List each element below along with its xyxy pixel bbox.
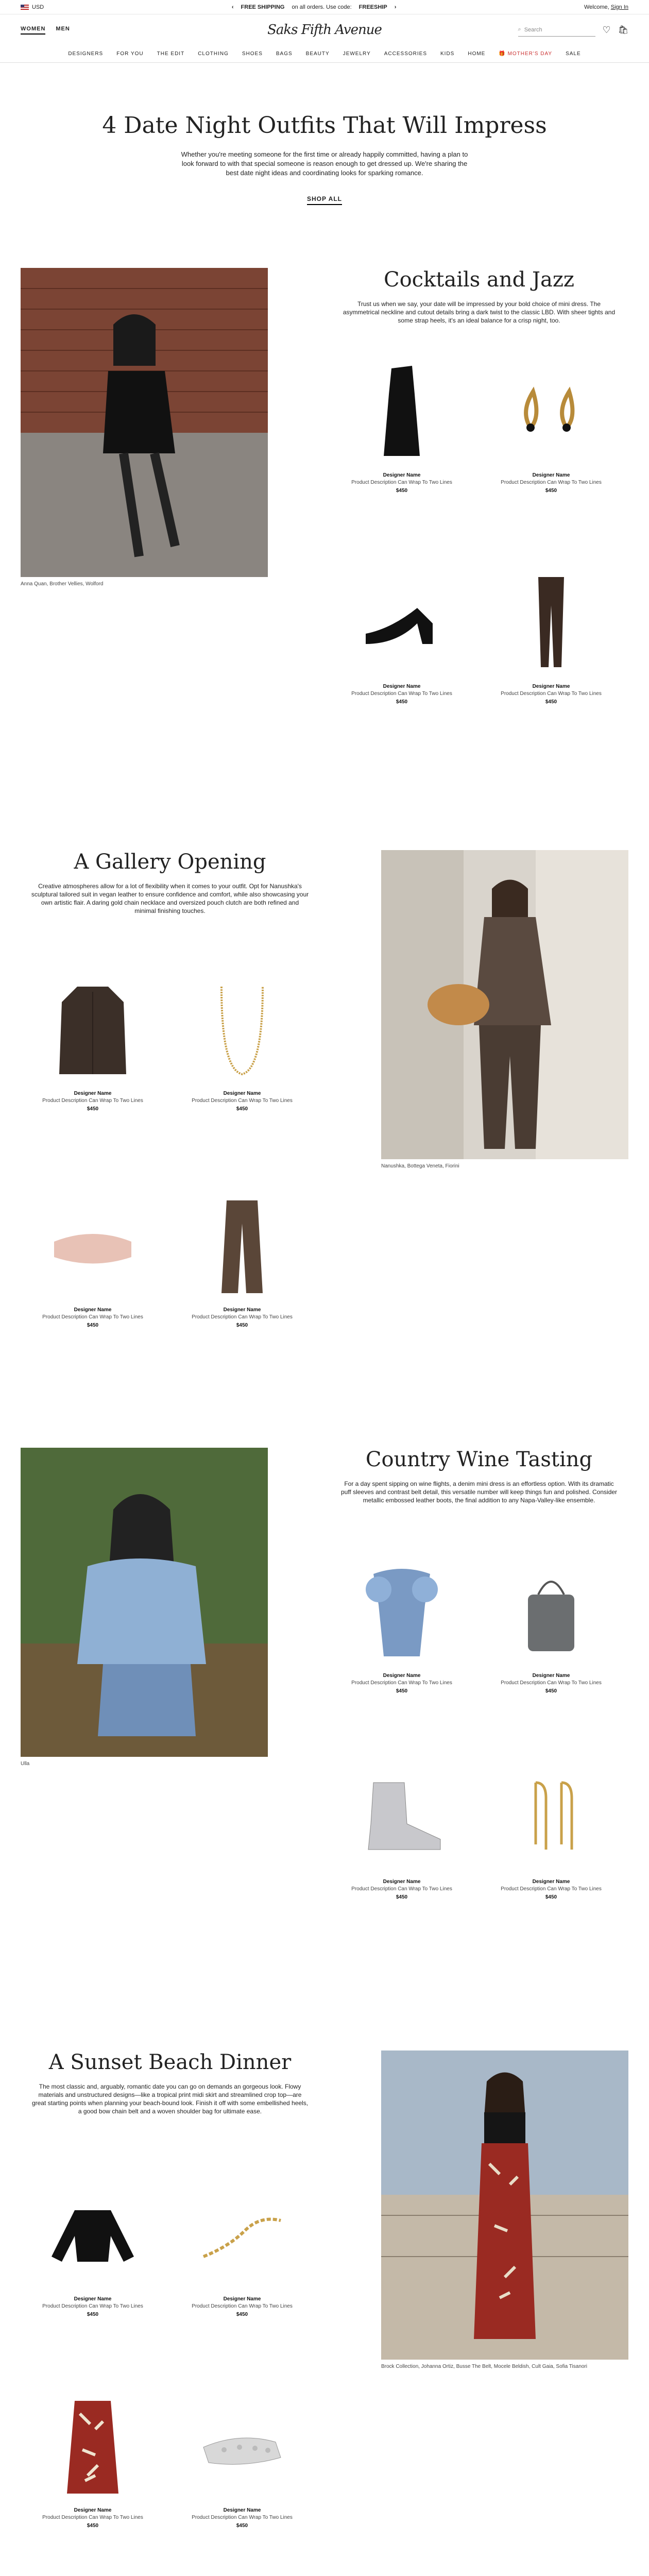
shopping-bag-icon[interactable]: 🛍 bbox=[618, 26, 628, 35]
promo-bar bbox=[0, 0, 649, 14]
product-description: Product Description Can Wrap To Two Lines bbox=[42, 1314, 143, 1320]
product-card[interactable] bbox=[41, 2184, 144, 2318]
page-title: 4 Date Night Outfits That Will Impress bbox=[102, 112, 547, 139]
product-price: $450 bbox=[87, 1106, 99, 1112]
product-description: Product Description Can Wrap To Two Lines bbox=[351, 1886, 452, 1892]
hero-image-cocktails[interactable] bbox=[21, 268, 268, 587]
section-title: Cocktails and Jazz bbox=[383, 268, 575, 292]
us-flag-icon bbox=[21, 5, 29, 10]
product-designer: Designer Name bbox=[532, 1879, 570, 1885]
product-card[interactable] bbox=[350, 361, 453, 495]
product-card[interactable] bbox=[191, 1195, 294, 1329]
product-price: $450 bbox=[545, 699, 557, 705]
nav-jewelry[interactable]: JEWELRY bbox=[343, 51, 371, 57]
section-text: The most classic and, arguably, romantic date you can go on demands an gorgeous look. Flowy materials and unstructured designs—like a tropical print midi skirt and streamlined crop top—are great starting points when planning your beach-bound look. Finish it off with some embellished heels, a good bow chain belt and a woven shoulder bag for ultimate ease. bbox=[31, 2083, 309, 2115]
product-card[interactable] bbox=[191, 2184, 294, 2318]
product-designer: Designer Name bbox=[74, 1091, 112, 1096]
product-price: $450 bbox=[545, 488, 557, 494]
nav-home[interactable]: HOME bbox=[468, 51, 486, 57]
product-price: $450 bbox=[396, 488, 408, 494]
currency-selector[interactable]: USD bbox=[21, 4, 44, 10]
model-illustration bbox=[381, 2050, 628, 2360]
nav-shoes[interactable]: SHOES bbox=[242, 51, 263, 57]
gift-icon: 🎁 bbox=[499, 51, 506, 57]
product-price: $450 bbox=[236, 2312, 248, 2317]
section-text: For a day spent sipping on wine flights, a denim mini dress is an effortless option. With its dramatic puff sleeves and contrast belt detail, this versatile number will keep things fun and polished. Consider metallic embossed leather boots, the final addition to any Napa-Valley-like ensemble. bbox=[340, 1480, 618, 1504]
product-designer: Designer Name bbox=[223, 1091, 261, 1096]
product-card[interactable] bbox=[41, 1195, 144, 1329]
promo-code: FREESHIP bbox=[358, 4, 387, 10]
promo-bold: FREE SHIPPING bbox=[241, 4, 285, 10]
product-designer: Designer Name bbox=[383, 1673, 421, 1679]
product-description: Product Description Can Wrap To Two Lines bbox=[501, 1886, 602, 1892]
product-designer: Designer Name bbox=[74, 2507, 112, 2513]
model-illustration bbox=[21, 1448, 268, 1757]
product-description: Product Description Can Wrap To Two Lines bbox=[42, 2303, 143, 2309]
model-illustration bbox=[21, 268, 268, 577]
main-header bbox=[0, 14, 649, 45]
nav-mothers-day[interactable]: 🎁 MOTHER'S DAY bbox=[499, 51, 553, 57]
sheer-tights-icon bbox=[505, 572, 597, 675]
product-price: $450 bbox=[87, 2523, 99, 2529]
shop-all-link[interactable]: SHOP ALL bbox=[307, 195, 342, 205]
product-price: $450 bbox=[545, 1894, 557, 1900]
product-designer: Designer Name bbox=[223, 2507, 261, 2513]
nav-beauty[interactable]: BEAUTY bbox=[305, 51, 330, 57]
product-card[interactable] bbox=[350, 572, 453, 706]
product-designer: Designer Name bbox=[383, 472, 421, 478]
saks-logo[interactable]: Saks Fifth Avenue bbox=[267, 22, 382, 38]
product-price: $450 bbox=[396, 699, 408, 705]
photo-caption: Nanushka, Bottega Veneta, Fiorini bbox=[381, 1163, 459, 1169]
product-price: $450 bbox=[396, 1894, 408, 1900]
product-designer: Designer Name bbox=[74, 1307, 112, 1313]
product-designer: Designer Name bbox=[532, 684, 570, 689]
product-card[interactable] bbox=[191, 2396, 294, 2530]
silver-boots-icon bbox=[355, 1767, 448, 1870]
product-card[interactable] bbox=[350, 1561, 453, 1695]
product-description: Product Description Can Wrap To Two Lines bbox=[192, 2303, 293, 2309]
black-heels-icon bbox=[355, 572, 448, 675]
gold-chain-belt-icon bbox=[196, 2184, 288, 2287]
section-text: Creative atmospheres allow for a lot of flexibility when it comes to your outfit. Opt for Nanushka's sculptural tailored suit in vegan leather to ensure confidence and comfort, while also showcasing your own artistic flair. A daring gold chain necklace and oversized pouch clutch are both refined and minimal finishing touches. bbox=[31, 883, 309, 914]
model-illustration bbox=[381, 850, 628, 1159]
promo-text: on all orders. Use code: bbox=[292, 4, 352, 10]
gold-earrings-icon bbox=[505, 1767, 597, 1870]
product-designer: Designer Name bbox=[223, 2296, 261, 2302]
product-price: $450 bbox=[236, 1323, 248, 1328]
prev-promo-icon[interactable]: ‹ bbox=[231, 4, 234, 10]
product-card[interactable] bbox=[41, 2396, 144, 2530]
sign-in-link[interactable]: Sign In bbox=[610, 4, 628, 10]
product-card[interactable] bbox=[41, 979, 144, 1113]
product-card[interactable] bbox=[500, 572, 603, 706]
gold-necklace-icon bbox=[196, 979, 288, 1082]
product-description: Product Description Can Wrap To Two Lines bbox=[192, 2515, 293, 2520]
nav-designers[interactable]: DESIGNERS bbox=[68, 51, 104, 57]
leather-blazer-icon bbox=[46, 979, 139, 1082]
intro bbox=[0, 63, 649, 205]
product-description: Product Description Can Wrap To Two Lines bbox=[42, 2515, 143, 2520]
product-designer: Designer Name bbox=[383, 684, 421, 689]
nav-kids[interactable]: KIDS bbox=[440, 51, 455, 57]
embellished-heels-icon bbox=[196, 2396, 288, 2499]
product-price: $450 bbox=[87, 2312, 99, 2317]
black-crop-top-icon bbox=[46, 2184, 139, 2287]
product-price: $450 bbox=[236, 2523, 248, 2529]
search-input[interactable]: ⌕ Search bbox=[518, 23, 595, 37]
product-designer: Designer Name bbox=[383, 1879, 421, 1885]
denim-dress-icon bbox=[355, 1561, 448, 1664]
next-promo-icon[interactable]: › bbox=[394, 4, 397, 10]
hero-image-beach[interactable] bbox=[381, 2050, 628, 2369]
product-designer: Designer Name bbox=[223, 1307, 261, 1313]
nav-the-edit[interactable]: THE EDIT bbox=[157, 51, 185, 57]
tab-women[interactable]: WOMEN bbox=[21, 26, 45, 35]
photo-caption: Anna Quan, Brother Vellies, Wolford bbox=[21, 581, 104, 587]
product-description: Product Description Can Wrap To Two Lines bbox=[351, 1680, 452, 1686]
product-designer: Designer Name bbox=[532, 1673, 570, 1679]
photo-caption: Ulla bbox=[21, 1761, 30, 1767]
product-card[interactable] bbox=[500, 1767, 603, 1901]
section-text: Trust us when we say, your date will be impressed by your bold choice of mini dress. The asymmetrical neckline and cutout details bring a dark twist to the classic LBD. With sheer tights and some strap heels, it's an ideal balance for a crisp night, too. bbox=[343, 300, 616, 324]
product-price: $450 bbox=[545, 1688, 557, 1694]
hero-image-wine[interactable] bbox=[21, 1448, 268, 1767]
teardrop-earrings-icon bbox=[505, 361, 597, 464]
main-nav bbox=[0, 45, 649, 63]
product-price: $450 bbox=[396, 1688, 408, 1694]
product-card[interactable] bbox=[350, 1767, 453, 1901]
black-dress-icon bbox=[355, 361, 448, 464]
product-description: Product Description Can Wrap To Two Lines bbox=[42, 1098, 143, 1104]
nav-accessories[interactable]: ACCESSORIES bbox=[384, 51, 427, 57]
nav-bags[interactable]: BAGS bbox=[276, 51, 293, 57]
section-title: A Gallery Opening bbox=[74, 850, 266, 874]
section-title: Country Wine Tasting bbox=[365, 1448, 593, 1471]
floral-skirt-icon bbox=[46, 2396, 139, 2499]
pink-clutch-icon bbox=[46, 1195, 139, 1298]
product-designer: Designer Name bbox=[532, 472, 570, 478]
product-card[interactable] bbox=[500, 1561, 603, 1695]
nav-clothing[interactable]: CLOTHING bbox=[198, 51, 229, 57]
intro-text: Whether you're meeting someone for the first time or already happily committed, having a plan to look forward to with that special someone is reason enough to get dressed up. We're sharing the best date night ideas and coordinating looks for sparking romance. bbox=[181, 150, 468, 177]
product-price: $450 bbox=[236, 1106, 248, 1112]
product-description: Product Description Can Wrap To Two Lines bbox=[351, 480, 452, 485]
product-description: Product Description Can Wrap To Two Lines bbox=[501, 480, 602, 485]
product-designer: Designer Name bbox=[74, 2296, 112, 2302]
product-card[interactable] bbox=[500, 361, 603, 495]
grey-bag-icon bbox=[505, 1561, 597, 1664]
product-description: Product Description Can Wrap To Two Lines bbox=[192, 1098, 293, 1104]
greeting: Welcome, bbox=[584, 4, 609, 10]
hero-image-gallery[interactable] bbox=[381, 850, 628, 1169]
product-description: Product Description Can Wrap To Two Lines bbox=[351, 691, 452, 697]
nav-sale[interactable]: SALE bbox=[566, 51, 581, 57]
product-description: Product Description Can Wrap To Two Lines bbox=[192, 1314, 293, 1320]
tab-men[interactable]: MEN bbox=[56, 25, 70, 32]
leather-pants-icon bbox=[196, 1195, 288, 1298]
product-price: $450 bbox=[87, 1323, 99, 1328]
photo-caption: Brock Collection, Johanna Ortiz, Busse The Belt, Mocele Beldish, Cult Gaia, Sofia Tisanori bbox=[381, 2364, 588, 2369]
nav-for-you[interactable]: FOR YOU bbox=[116, 51, 144, 57]
product-description: Product Description Can Wrap To Two Lines bbox=[501, 691, 602, 697]
product-description: Product Description Can Wrap To Two Lines bbox=[501, 1680, 602, 1686]
section-title: A Sunset Beach Dinner bbox=[48, 2050, 292, 2074]
search-icon: ⌕ bbox=[518, 26, 521, 32]
heart-icon[interactable]: ♡ bbox=[602, 24, 611, 35]
product-card[interactable] bbox=[191, 979, 294, 1113]
